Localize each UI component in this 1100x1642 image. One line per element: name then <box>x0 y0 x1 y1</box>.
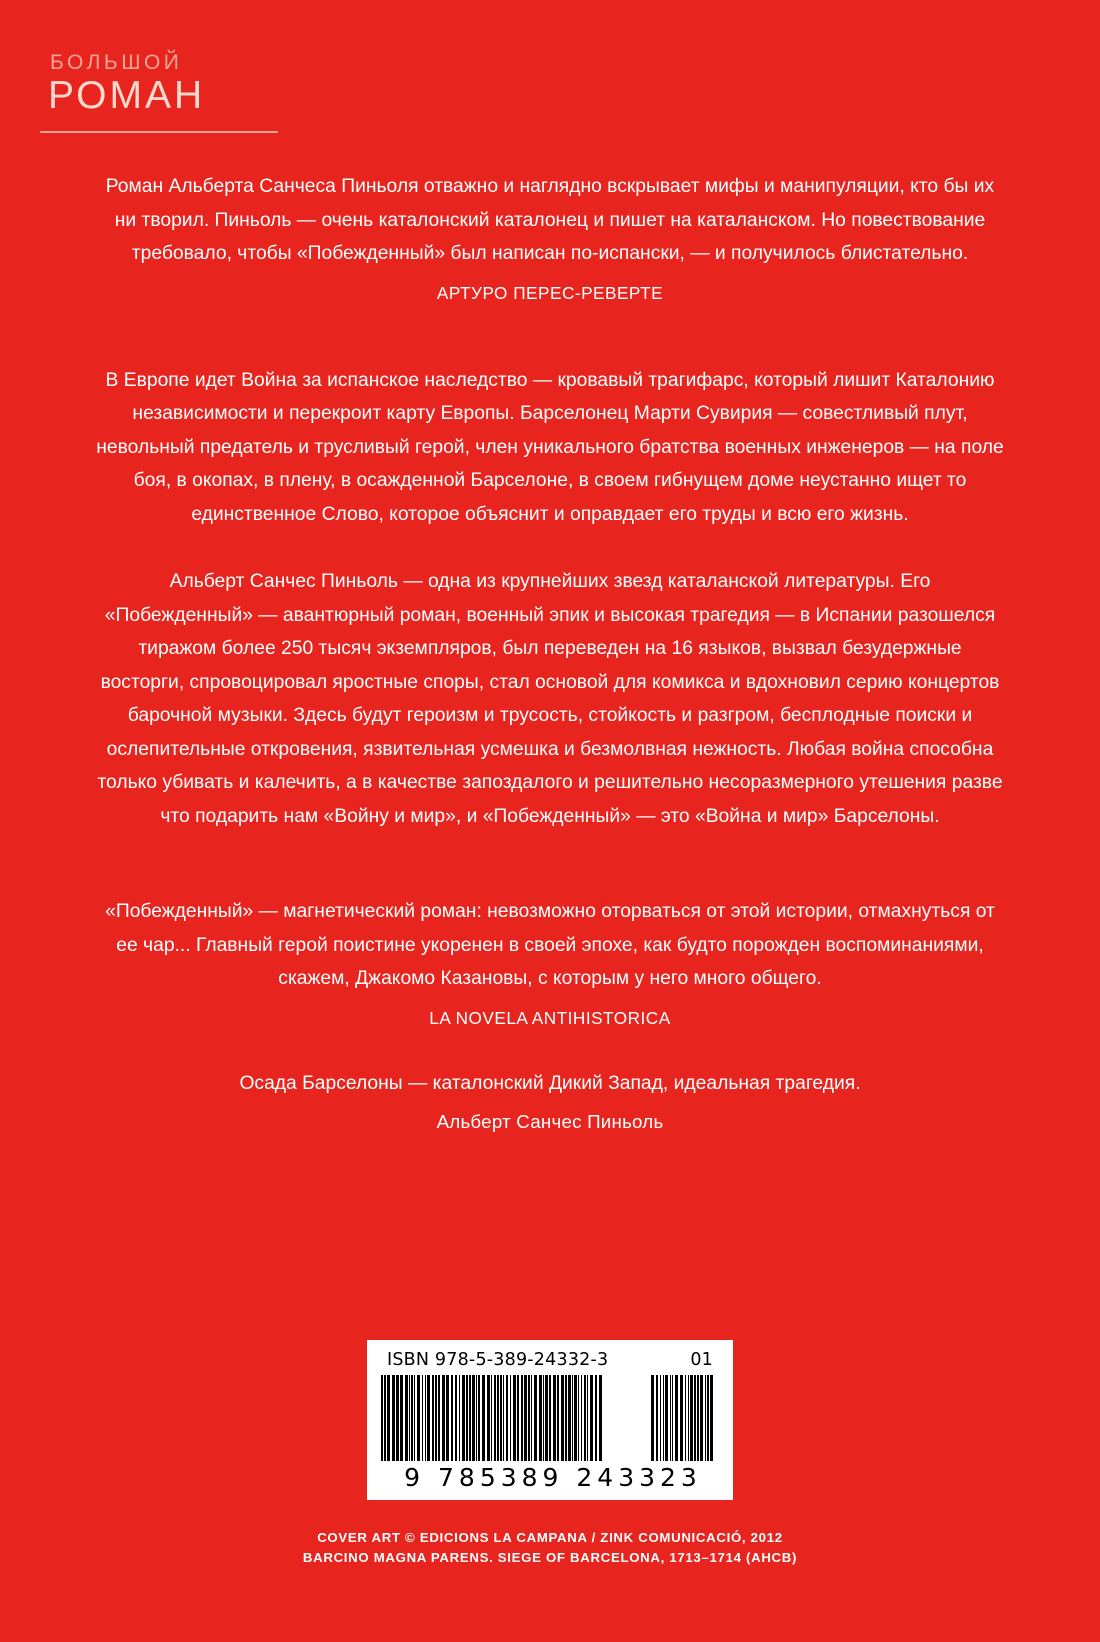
spacer <box>0 308 1100 364</box>
spacer <box>0 1033 1100 1067</box>
barcode-bars-main <box>381 1375 639 1461</box>
spacer <box>0 531 1100 565</box>
blurb-paragraph-1: Роман Альберта Санчеса Пиньоля отважно и наглядно вскрывает мифы и манипуляции, кто бы их ни творил. Пиньоль — очень каталонский каталонец и пишет на каталанском. Но повествование требовало, чтобы «Побежденный» был написан по-испански, — и получилось блистательно. <box>105 176 995 264</box>
imprint-line-2-text: РОМАН <box>48 74 206 117</box>
blurb-attribution-3: Альберт Санчес Пиньоль <box>436 1111 664 1132</box>
imprint-line-1: БОЛЬШОЙ <box>50 51 183 74</box>
blurb-paragraph-2: В Европе идет Война за испанское наследство — кровавый трагифарс, который лишит Каталонию независимости и перекроит карту Европы. Барселонец Марти Сувирия — совестливый плут, невольный предатель и трусливый герой, член уникального братства военных инженеров — на поле боя, в окопах, в плену, в осажденной Барселоне, в своем гибнущем доме неустанно ищет то единственное Слово, которое объяснит и оправдает его труды и всю его жизнь. <box>96 369 1004 525</box>
credits-line-2: BARCINO MAGNA PARENS. SIEGE OF BARCELONA, 1713–1714 (AHCB) <box>302 1550 798 1565</box>
barcode-addon-label: 01 <box>690 1350 713 1370</box>
blurb-paragraph-4: «Побежденный» — магнетический роман: невозможно оторваться от этой истории, отмахнуться от ее чар... Главный герой поистине укоренен в своей эпохе, как будто порожден воспоминаниями, скажем, Джакомо Казановы, с которым у него много общего. <box>105 901 995 989</box>
blurb-paragraph-3: Альберт Санчес Пиньоль — одна из крупнейших звезд каталанской литературы. Его «Побежденный» — авантюрный роман, военный эпик и высокая трагедия — в Испании разошелся тиражом более 250 тысяч экземпляров, был переведен на 16 языков, вызвал безудержные восторги, спровоцировал яростные споры, стал основой для комикса и вдохновил серию концертов барочной музыки. Здесь будут героизм и трусость, стойкость и разгром, бесплодные поиски и ослепительные откровения, язвительная усмешка и безмолвная нежность. Любая война способна только убивать и калечить, а в качестве запоздалого и решительно несоразмерного утешения разве что подарить нам «Войну и мир», и «Побежденный» — это «Война и мир» Барселоны. <box>97 571 1003 827</box>
imprint-line-2 <box>48 76 268 117</box>
blurb-attribution-2: LA NOVELA ANTIHISTORICA <box>429 1007 671 1028</box>
barcode-block <box>367 1340 733 1500</box>
barcode-card <box>367 1340 733 1500</box>
isbn-label: ISBN 978-5-389-24332-3 <box>387 1350 609 1370</box>
spacer <box>0 833 1100 895</box>
blurb-content <box>0 170 1100 1137</box>
blurb-attribution-1: АРТУРО ПЕРЕС-РЕВЕРТЕ <box>436 282 664 303</box>
imprint-logo <box>48 52 268 117</box>
isbn-row <box>379 1350 721 1375</box>
barcode-bars-addon <box>651 1375 725 1461</box>
barcode-digits: 9 785389 243323 <box>404 1463 702 1492</box>
credits-line-1: COVER ART © EDICIONS LA CAMPANA / ZINK COMUNICACIÓ, 2012 <box>317 1530 783 1545</box>
cover-credits <box>0 1528 1100 1568</box>
blurb-paragraph-5: Осада Барселоны — каталонский Дикий Запад, идеальная трагедия. <box>239 1072 861 1094</box>
barcode-bars <box>381 1375 719 1461</box>
imprint-underline <box>40 131 278 133</box>
